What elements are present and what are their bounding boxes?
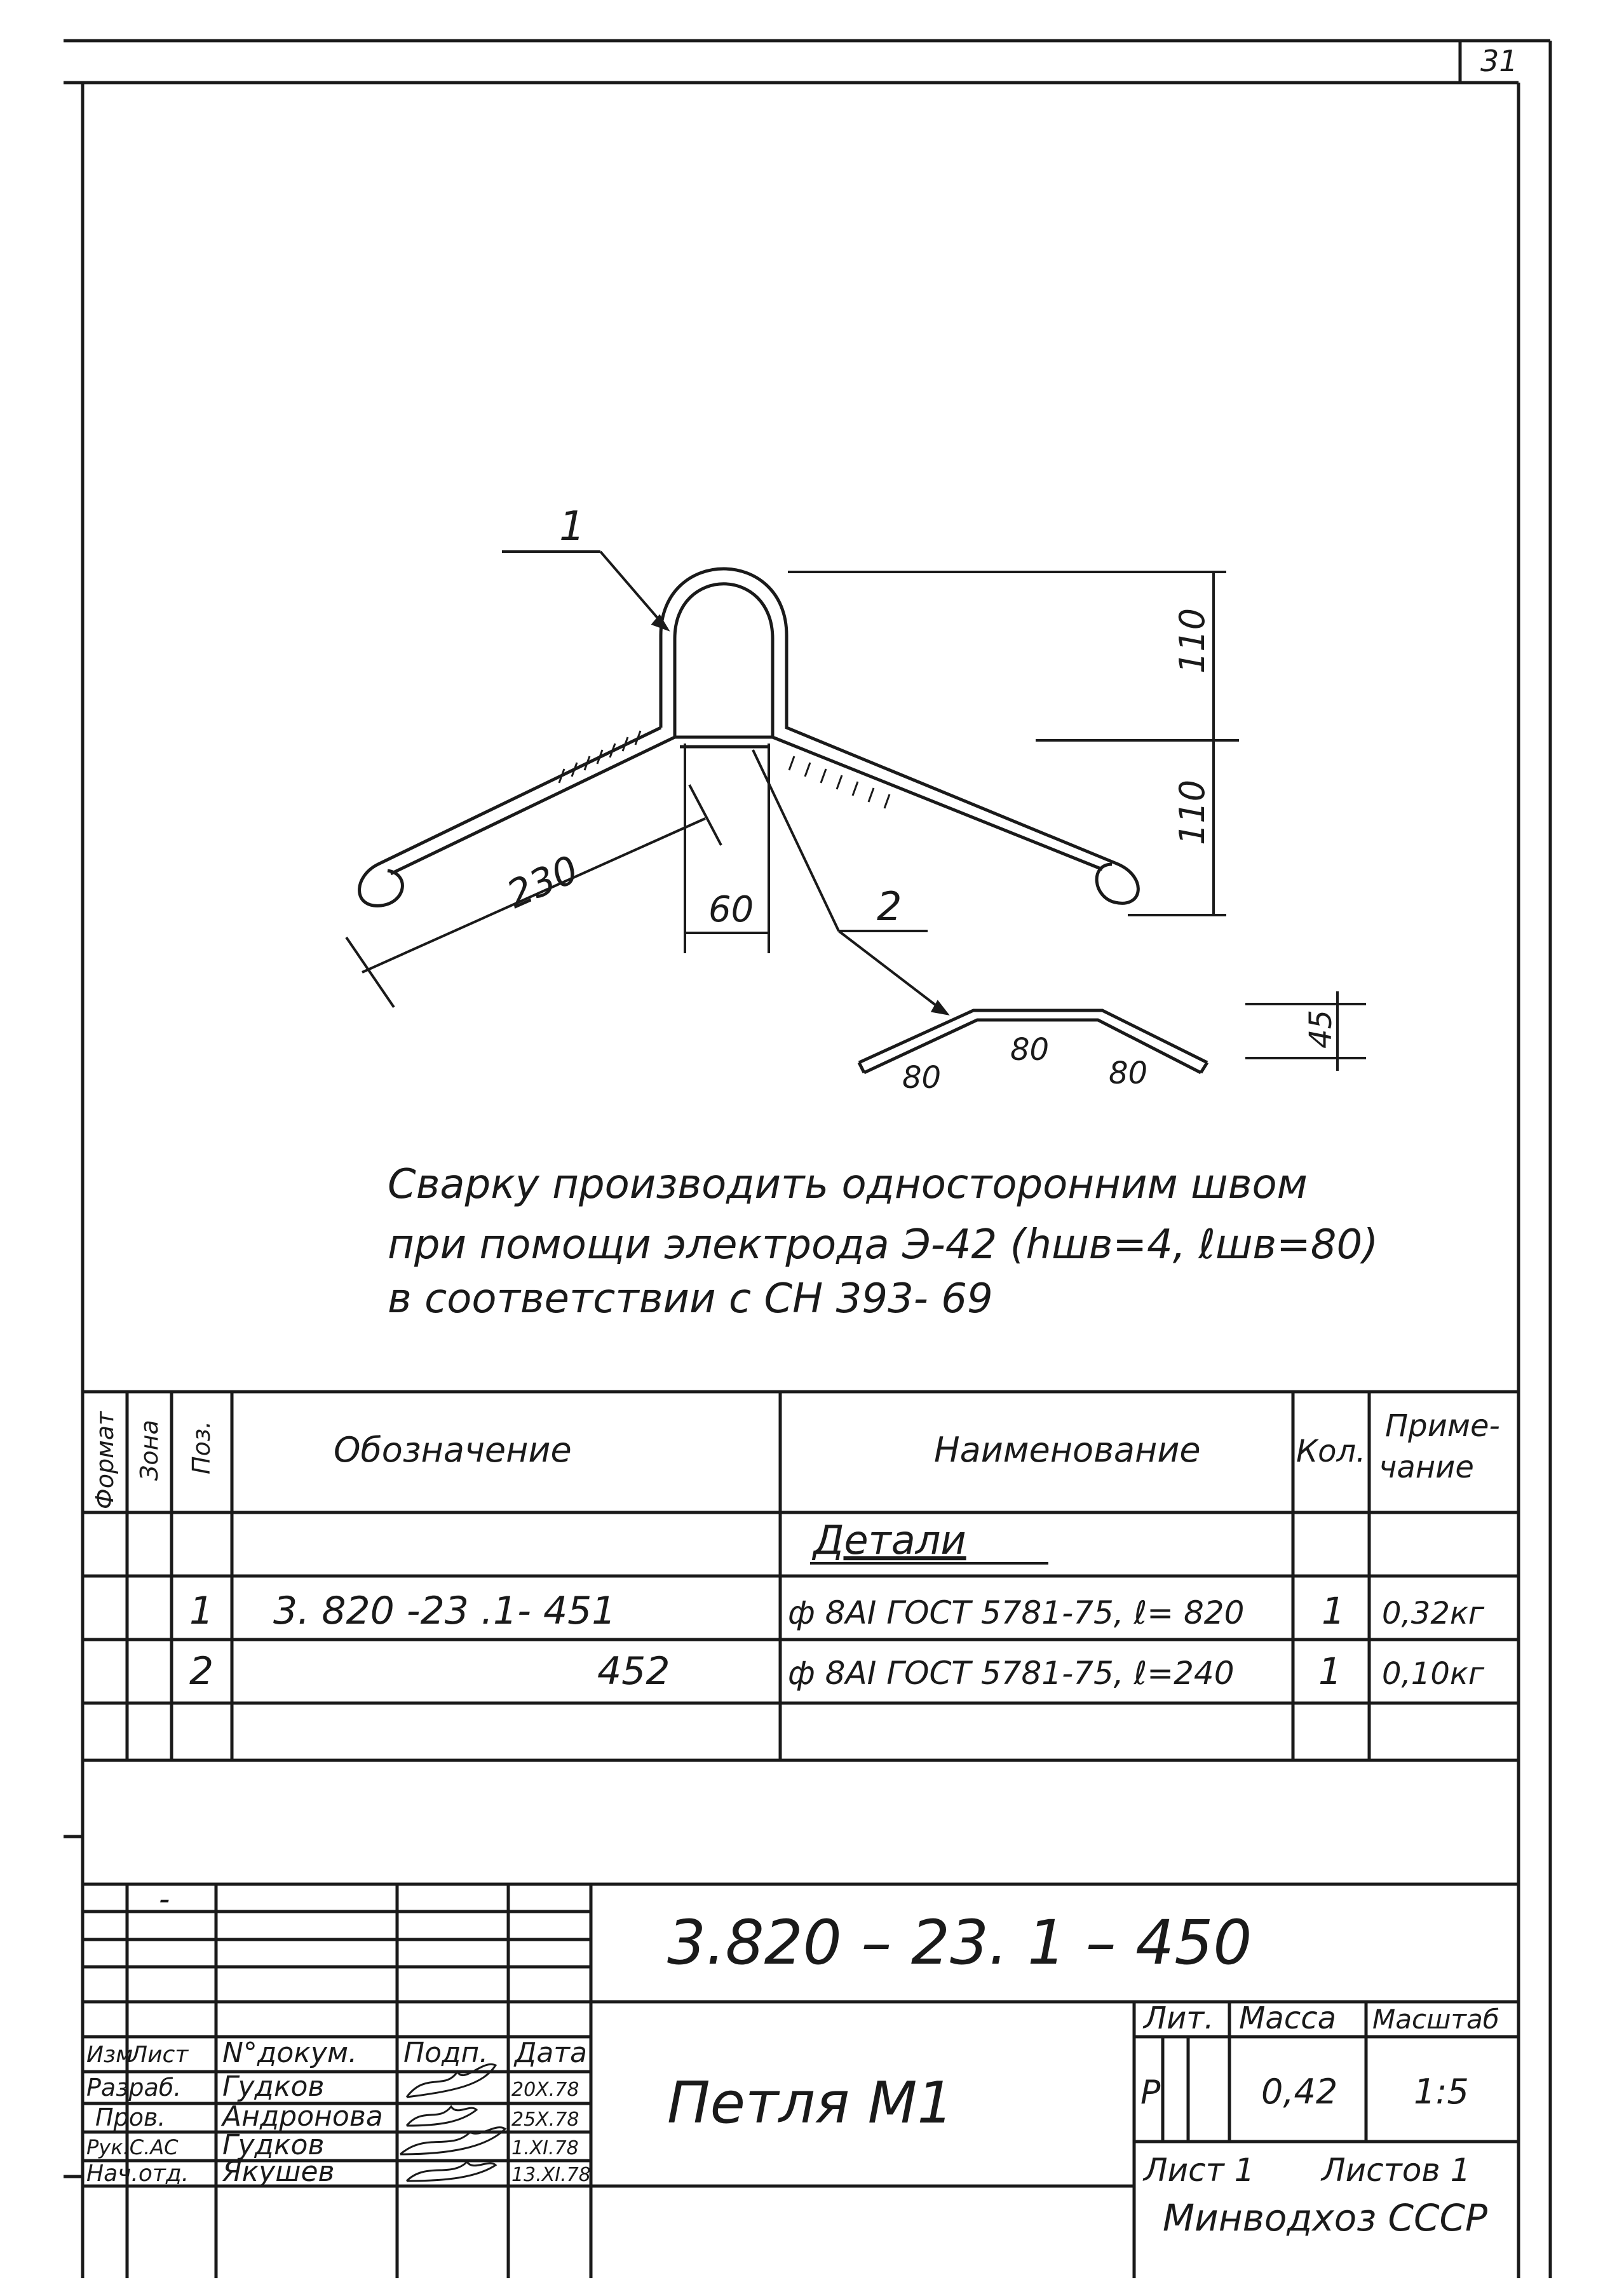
person-4-name: Якушев: [222, 2156, 335, 2188]
spec-header-zone: Зона: [135, 1420, 163, 1481]
col-header-list: Лист: [130, 2042, 189, 2068]
title-dash: -: [159, 1882, 170, 1917]
spec-header-designation: Обозначение: [334, 1430, 572, 1470]
scale-label: Масштаб: [1372, 2004, 1499, 2035]
spec-row-1-qty: 1: [1322, 1589, 1345, 1633]
drawing-title: Петля М1: [667, 2070, 954, 2136]
person-4-date: 13.ХI.78: [511, 2164, 591, 2186]
spec-header-note-1: Приме-: [1385, 1408, 1500, 1444]
spec-row-1-designation: 3. 820 -23 .1- 451: [273, 1589, 616, 1633]
note-line-3: в соответствии с СН 393- 69: [388, 1275, 993, 1322]
spec-header-name: Наименование: [934, 1430, 1201, 1470]
mass-value: 0,42: [1261, 2072, 1338, 2112]
scale-value: 1:5: [1414, 2072, 1469, 2112]
spec-header-qty: Кол.: [1296, 1434, 1366, 1469]
col-header-izm: Изм: [86, 2042, 133, 2068]
person-2-name: Андронова: [222, 2100, 383, 2133]
sheets-label: Листов 1: [1322, 2152, 1471, 2189]
spec-header-pos: Поз.: [187, 1420, 215, 1474]
person-2-date: 25Х.78: [511, 2109, 579, 2131]
sheet-number: 31: [1480, 44, 1518, 78]
person-3-name: Гудков: [222, 2129, 325, 2161]
part2-seg-right: 80: [1109, 1056, 1148, 1091]
spec-row-1-pos: 1: [189, 1589, 214, 1633]
person-3-role: Рук.С.АС: [86, 2135, 179, 2159]
person-1-name: Гудков: [222, 2070, 325, 2103]
person-1-role: Разраб.: [86, 2074, 182, 2102]
person-3-date: 1.ХI.78: [511, 2137, 579, 2159]
person-4-role: Нач.отд.: [86, 2161, 189, 2187]
sheet-label: Лист 1: [1144, 2152, 1255, 2189]
part2-seg-mid: 80: [1010, 1032, 1050, 1068]
col-header-sign: Подп.: [403, 2037, 489, 2069]
spec-row-2-note: 0,10кг: [1382, 1656, 1485, 1692]
spec-row-2-name: ф 8АI ГОСТ 5781-75, ℓ=240: [788, 1655, 1235, 1692]
part-label-1: 1: [559, 503, 585, 550]
dimension-label-230: 230: [500, 847, 585, 918]
part2-seg-left: 80: [902, 1060, 942, 1096]
dimension-label-110-bottom: 110: [1172, 779, 1212, 845]
note-line-2: при помощи электрода Э-42 (hшв=4, ℓшв=80): [388, 1221, 1379, 1268]
lit-value: Р: [1140, 2074, 1161, 2112]
dimension-label-60: 60: [708, 889, 754, 930]
dimension-label-110-top: 110: [1172, 608, 1212, 674]
dimension-label-45: 45: [1303, 1009, 1339, 1049]
note-line-1: Сварку производить односторонним швом: [388, 1161, 1308, 1208]
signatures: [400, 2064, 505, 2181]
document-code: 3.820 – 23. 1 – 450: [667, 1907, 1252, 1978]
dimension-110-pair: [788, 572, 1239, 915]
col-header-date: Дата: [515, 2037, 587, 2069]
organization: Минводхоз СССР: [1163, 2196, 1487, 2239]
part-label-2: 2: [877, 883, 902, 930]
leader-1: [502, 552, 667, 629]
loop-part-1: [360, 569, 1139, 906]
person-2-role: Пров.: [95, 2103, 166, 2131]
spec-section-title: Детали: [813, 1517, 966, 1563]
leader-2: [753, 750, 947, 1014]
spec-row-1-note: 0,32кг: [1382, 1596, 1485, 1631]
spec-header-note-2: чание: [1379, 1450, 1474, 1485]
spec-row-2-designation: 452: [597, 1649, 670, 1694]
spec-row-2-pos: 2: [189, 1649, 214, 1694]
lit-label: Лит.: [1144, 2001, 1214, 2036]
col-header-doc: N°докум.: [222, 2037, 358, 2069]
person-1-date: 20Х.78: [511, 2079, 579, 2101]
spec-row-2-qty: 1: [1318, 1650, 1342, 1693]
mass-label: Масса: [1239, 2001, 1337, 2036]
spec-row-1-name: ф 8АI ГОСТ 5781-75, ℓ= 820: [788, 1594, 1245, 1631]
spec-header-format: Формат: [91, 1411, 119, 1509]
